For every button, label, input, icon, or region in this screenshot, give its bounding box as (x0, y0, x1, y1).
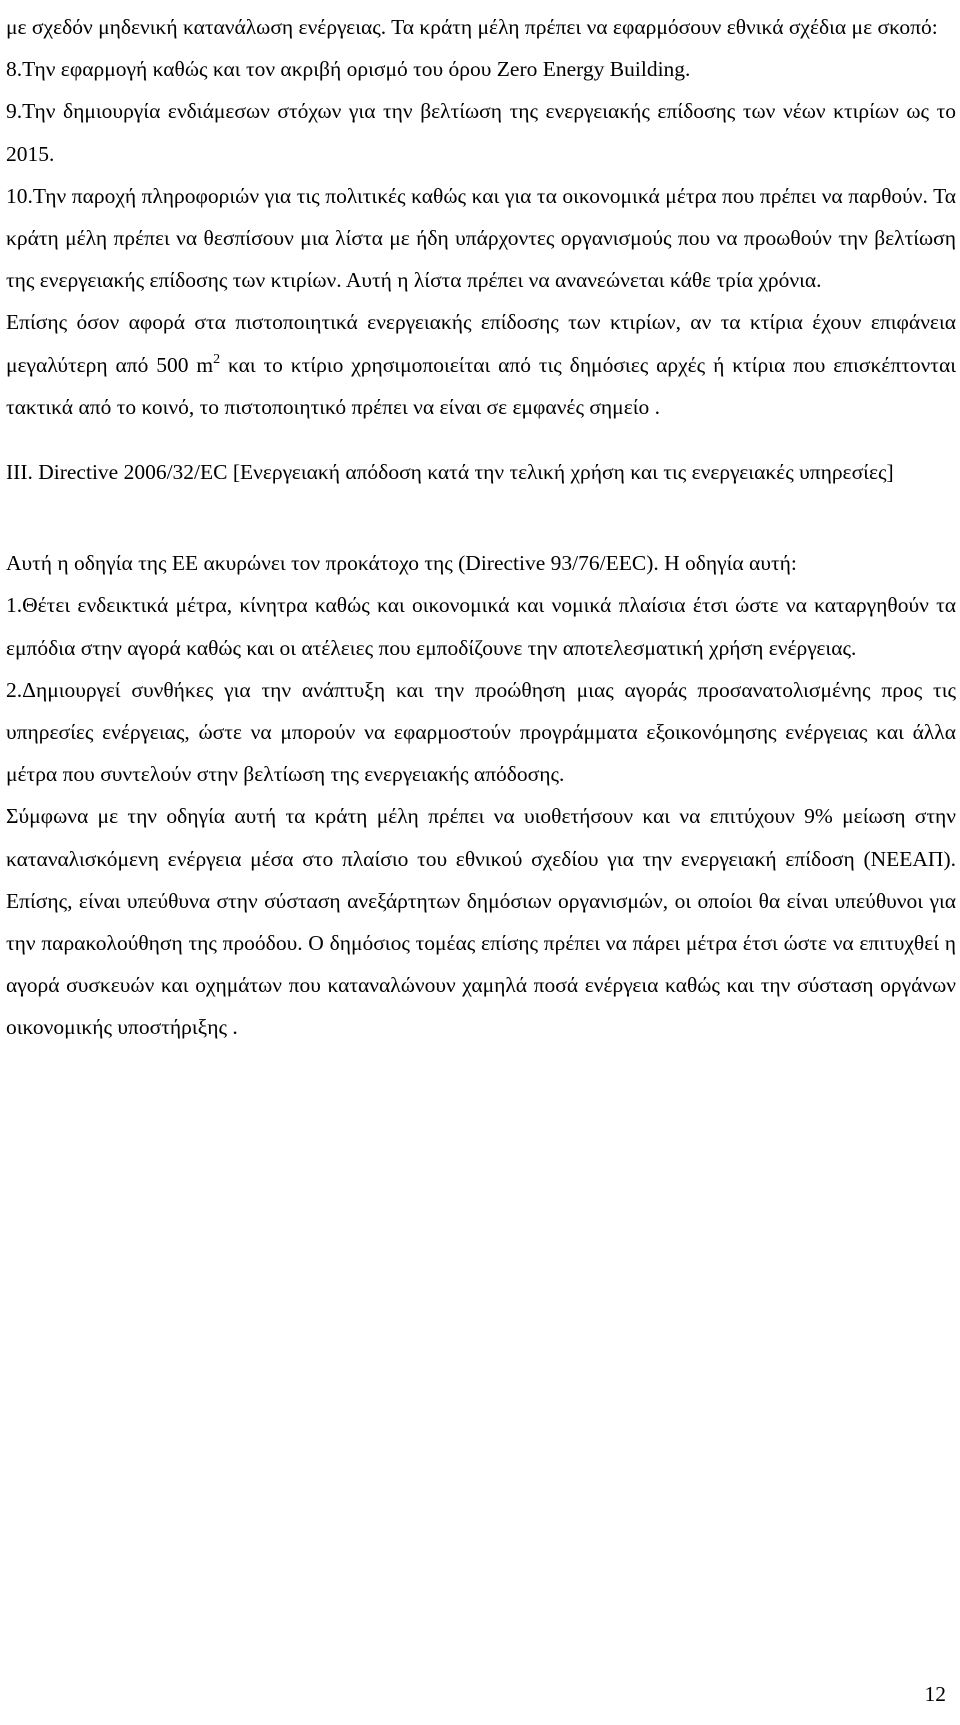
certificate-text-start: Επίσης όσον αφορά στα πιστοποιητικά ενεργειακής επίδοσης των κτιρίων, αν τα κτίρια έχουν επιφάνεια μεγαλύτερη από 500 m (6, 310, 956, 377)
certificate-text-end: και το κτίριο χρησιμοποιείται από τις δημόσιες αρχές ή κτίρια που επισκέπτονται τακτικά από το κοινό, το πιστοποιητικό πρέπει να είναι σε εμφανές σημείο . (6, 352, 956, 419)
page-number: 12 (924, 1682, 946, 1706)
directive-intro: Αυτή η οδηγία της ΕΕ ακυρώνει τον προκάτοχο της (Directive 93/76/EEC). Η οδηγία αυτή: (6, 551, 797, 576)
superscript-exponent: 2 (213, 351, 221, 367)
directive-point-2: 2.Δημιουργεί συνθήκες για την ανάπτυξη και την προώθηση μιας αγοράς προσανατολισμένης προς τις υπηρεσίες ενέργειας, ώστε να μπορούν να εφαρμοστούν προγράμματα εξοικονόμησης ενέργειας και άλλα μέτρα που συντελούν στην βελτίωση της ενεργειακής απόδοσης. (6, 677, 956, 787)
list-item-9: 9.Την δημιουργία ενδιάμεσων στόχων για την βελτίωση της ενεργειακής επίδοσης των νέων κτιρίων ως το 2015. (6, 99, 956, 166)
paragraph-intro: με σχεδόν μηδενική κατανάλωση ενέργειας. Τα κράτη μέλη πρέπει να εφαρμόσουν εθνικά σχέδια με σκοπό: (6, 15, 938, 39)
document-page (6, 6, 956, 1049)
directive-summary: Σύμφωνα με την οδηγία αυτή τα κράτη μέλη πρέπει να υιοθετήσουν και να επιτύχουν 9% μείωση στην καταναλισκόμενη ενέργεια μέσα στο πλαίσιο του εθνικού σχεδίου για την ενεργειακή επίδοση (ΝΕΕΑΠ). Επίσης, είναι υπεύθυνα στην σύσταση ανεξάρτητων δημόσιων οργανισμών, οι οποίοι θα είναι υπεύθυνοι για την παρακολούθηση της προόδου. Ο δημόσιος τομέας επίσης πρέπει να πάρει μέτρα έτσι ώστε να επιτυχθεί η αγορά συσκευών και οχημάτων που καταναλώνουν χαμηλά ποσά ενέργεια καθώς και την σύσταση οργάνων οικονομικής υποστήριξης . (6, 804, 956, 1040)
list-item-8: 8.Την εφαρμογή καθώς και τον ακριβή ορισμό του όρου Zero Energy Building. (6, 57, 691, 82)
directive-point-1: 1.Θέτει ενδεικτικά μέτρα, κίνητρα καθώς και οικονομικά και νομικά πλαίσια έτσι ώστε να καταργηθούν τα εμπόδια στην αγορά καθώς και οι ατέλειες που εμποδίζουνε την αποτελεσματική χρήση ενέργειας. (6, 593, 956, 660)
section-heading: III. Directive 2006/32/EC [Ενεργειακή απόδοση κατά την τελική χρήση και τις ενεργειακές υπηρεσίες] (6, 460, 894, 485)
paragraph-certificates (6, 301, 956, 428)
list-item-10: 10.Την παροχή πληροφοριών για τις πολιτικές καθώς και για τα οικονομικά μέτρα που πρέπει να παρθούν. Τα κράτη μέλη πρέπει να θεσπίσουν μια λίστα με ήδη υπάρχοντες οργανισμούς που να προωθούν την βελτίωση της ενεργειακής επίδοσης των κτιρίων. Αυτή η λίστα πρέπει να ανανεώνεται κάθε τρία χρόνια. (6, 183, 956, 293)
